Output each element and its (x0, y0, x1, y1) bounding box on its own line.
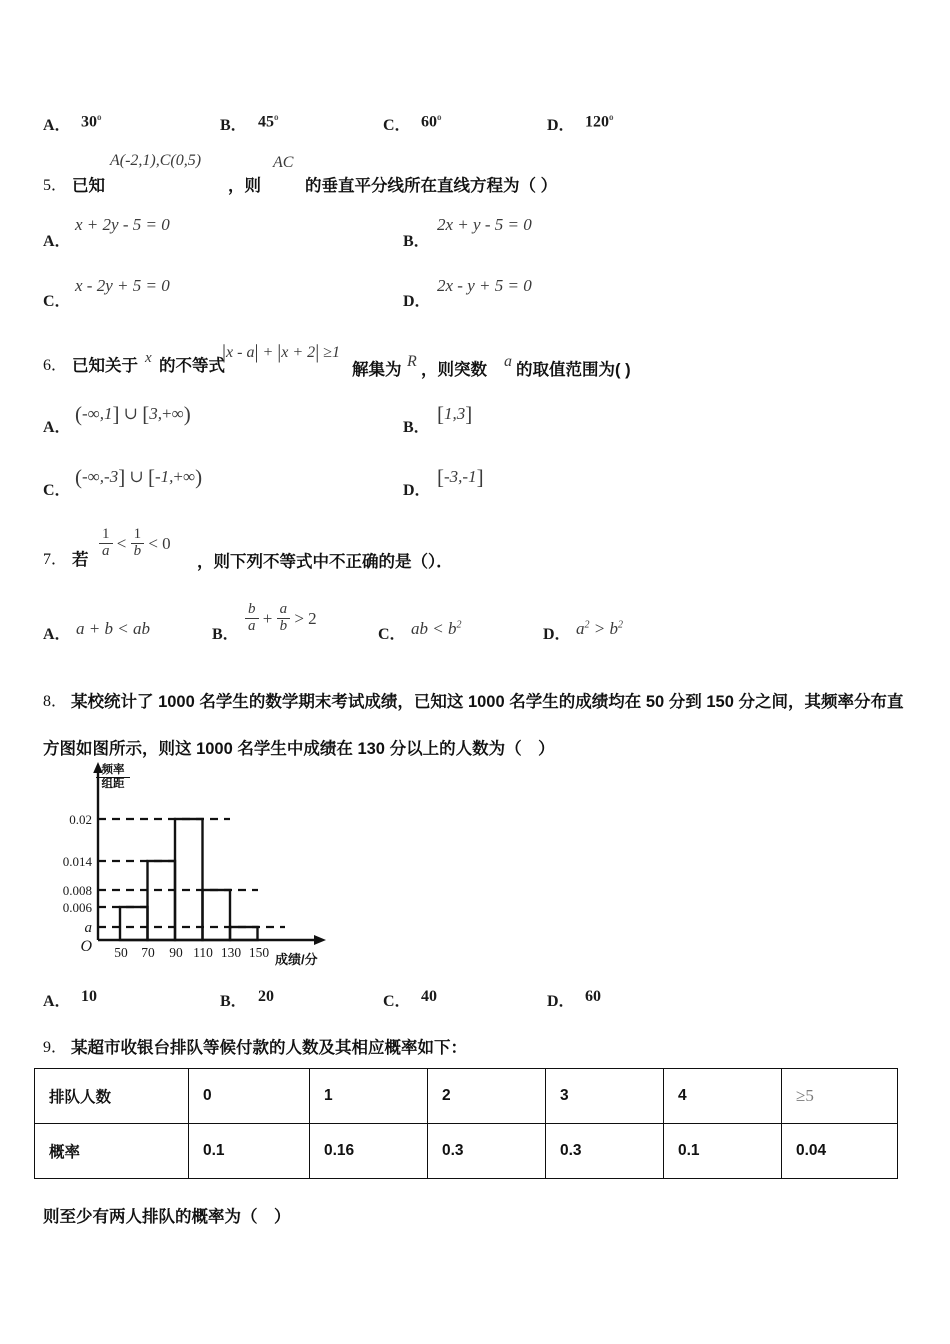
q8-line1: 某校统计了 1000 名学生的数学期末考试成绩，已知这 1000 名学生的成绩均在 50 分到 150 分之间，其频率分布直 (71, 693, 904, 711)
q6-option-d-letter[interactable]: D． (403, 482, 431, 499)
chart-xtick-130: 130 (220, 945, 242, 960)
q6-var-a: a (504, 353, 512, 370)
q4-option-b-value: 45$^o$ (258, 112, 279, 131)
q5-option-d-expr: 2x - y + 5 = 0 (437, 276, 532, 295)
q8-option-a-letter[interactable]: A． (43, 993, 71, 1010)
chart-xtick-150: 150 (248, 945, 270, 960)
queue-probability-table (34, 1068, 898, 1179)
q6-option-b-expr: [1,3] (437, 402, 473, 426)
q7-option-b-letter[interactable]: B． (212, 626, 239, 643)
cell-prob-0: 0.1 (189, 1124, 310, 1179)
chart-ytick-0.006: 0.006 (62, 900, 92, 915)
q6-number: 6． (43, 357, 68, 374)
q4-option-a-value: 30$^o$ (81, 112, 102, 131)
q4-option-c-letter[interactable]: C． (383, 117, 411, 134)
q7-number: 7． (43, 551, 68, 568)
chart-xtick-90: 90 (169, 945, 183, 960)
chart-y-axis-title-den: 组距 (96, 777, 130, 791)
q5-given-points: A(-2,1),C(0,5) (110, 152, 202, 169)
cell-prob-3: 0.3 (546, 1124, 664, 1179)
q7-option-d-letter[interactable]: D． (543, 626, 571, 643)
q4-option-b-letter[interactable]: B． (220, 117, 247, 134)
table-row (35, 1069, 898, 1124)
q7-option-b-expr: $\frac{b}{a}$ + $\frac{a}{b}$ > 2 (245, 604, 317, 637)
q4-option-d-value: 120$^o$ (585, 112, 614, 131)
q5-option-c-letter[interactable]: C． (43, 293, 71, 310)
q8-option-b-letter[interactable]: B． (220, 993, 247, 1010)
degree-icon: o (437, 112, 442, 122)
chart-x-axis-title: 成绩/分 (275, 952, 318, 967)
q6-option-a-letter[interactable]: A． (43, 419, 71, 436)
q6-part3: 解集为 (352, 361, 402, 379)
chart-ytick-0.014: 0.014 (62, 854, 92, 869)
chart-xtick-110: 110 (193, 945, 213, 960)
cell-queue-4: 4 (664, 1069, 782, 1124)
q4-option-a-letter[interactable]: A． (43, 117, 71, 134)
q8-option-c-letter[interactable]: C． (383, 993, 411, 1010)
q7-option-c-letter[interactable]: C． (378, 626, 406, 643)
chart-bar-130-150 (230, 927, 258, 940)
q6-option-c-expr: (-∞,-3] ∪ [-1,+∞) (75, 465, 203, 489)
q6-option-d-expr: [-3,-1] (437, 465, 484, 489)
q9-number: 9． (43, 1039, 68, 1056)
q6-var-R: R (407, 353, 417, 370)
row-header-probability: 概率 (35, 1124, 189, 1179)
chart-bar-90-110 (175, 819, 203, 940)
q8-line2: 方图如图所示，则这 1000 名学生中成绩在 130 分以上的人数为（ ） (43, 740, 555, 758)
cell-prob-4: 0.1 (664, 1124, 782, 1179)
q8-number: 8． (43, 693, 68, 710)
cell-prob-2: 0.3 (428, 1124, 546, 1179)
q8-option-a-value: 10 (81, 988, 97, 1005)
cell-queue-3: 3 (546, 1069, 664, 1124)
q6-option-b-letter[interactable]: B． (403, 419, 430, 436)
q8-option-d-value: 60 (585, 988, 601, 1005)
degree-icon: o (274, 112, 279, 122)
chart-bar-50-70 (120, 907, 148, 940)
q7-option-d-expr: $a^2 > b^2$ (576, 619, 623, 638)
q6-var-x: x (145, 350, 152, 366)
chart-x-axis-arrow-icon (314, 935, 326, 945)
frequency-histogram (60, 762, 360, 977)
q5-option-b-letter[interactable]: B． (403, 233, 430, 250)
q6-part1: 已知关于 (72, 357, 138, 375)
cell-queue-1: 1 (310, 1069, 428, 1124)
q7-tail: ，则下列不等式中不正确的是（）． (197, 553, 453, 571)
degree-icon: o (97, 112, 102, 122)
chart-bar-70-90 (148, 861, 176, 940)
q4-option-d-letter[interactable]: D． (547, 117, 575, 134)
cell-queue-0: 0 (189, 1069, 310, 1124)
q9-text: 某超市收银台排队等候付款的人数及其相应概率如下： (71, 1039, 467, 1057)
q8-option-b-value: 20 (258, 988, 274, 1005)
cell-queue-2: 2 (428, 1069, 546, 1124)
q7-lead: 若 (72, 551, 89, 569)
cell-prob-1: 0.16 (310, 1124, 428, 1179)
chart-y-axis-title-num: 频率 (101, 764, 125, 776)
q7-option-c-expr: ab < $b^2$ (411, 619, 462, 638)
q6-inequality: |x - a| + |x + 2| ≥1 (222, 341, 340, 363)
chart-ytick-0.008: 0.008 (62, 883, 92, 898)
q7-option-a-letter[interactable]: A． (43, 626, 71, 643)
q8-option-c-value: 40 (421, 988, 437, 1005)
chart-y-axis-arrow-icon (93, 762, 103, 773)
chart-ytick-0.02: 0.02 (69, 812, 92, 827)
q5-option-c-expr: x - 2y + 5 = 0 (75, 276, 170, 295)
q4-option-c-value: 60$^o$ (421, 112, 442, 131)
q6-part2: 的不等式 (159, 357, 225, 375)
q7-option-a-expr: a + b < ab (76, 619, 150, 638)
q5-mid: ，则 (228, 177, 261, 195)
chart-origin-label: O (80, 938, 92, 955)
q5-segment: AC (273, 154, 294, 171)
q8-option-d-letter[interactable]: D． (547, 993, 575, 1010)
cell-queue-5plus: ≥5 (782, 1069, 898, 1124)
q9-footer: 则至少有两人排队的概率为（ ） (43, 1208, 291, 1226)
chart-xtick-50: 50 (114, 945, 128, 960)
q5-tail: 的垂直平分线所在直线方程为（ ） (305, 177, 558, 195)
q6-option-c-letter[interactable]: C． (43, 482, 71, 499)
q5-option-d-letter[interactable]: D． (403, 293, 431, 310)
chart-xtick-70: 70 (141, 945, 155, 960)
table-row (35, 1124, 898, 1179)
q5-option-a-letter[interactable]: A． (43, 233, 71, 250)
cell-prob-5plus: 0.04 (782, 1124, 898, 1179)
q6-part4: ，则突数 (421, 361, 487, 379)
q5-number: 5． (43, 177, 68, 194)
q5-option-b-expr: 2x + y - 5 = 0 (437, 215, 532, 234)
chart-bar-110-130 (203, 890, 231, 940)
q6-option-a-expr: (-∞,1] ∪ [3,+∞) (75, 402, 191, 426)
q7-condition: $\frac{1}{a}$ < $\frac{1}{b}$ < 0 (99, 529, 171, 562)
q5-option-a-expr: x + 2y - 5 = 0 (75, 215, 170, 234)
row-header-queue-count: 排队人数 (35, 1069, 189, 1124)
chart-ytick-a: a (84, 920, 92, 936)
q6-part5: 的取值范围为( ) (516, 361, 631, 379)
degree-icon: o (609, 112, 614, 122)
q5-lead: 已知 (72, 177, 105, 195)
